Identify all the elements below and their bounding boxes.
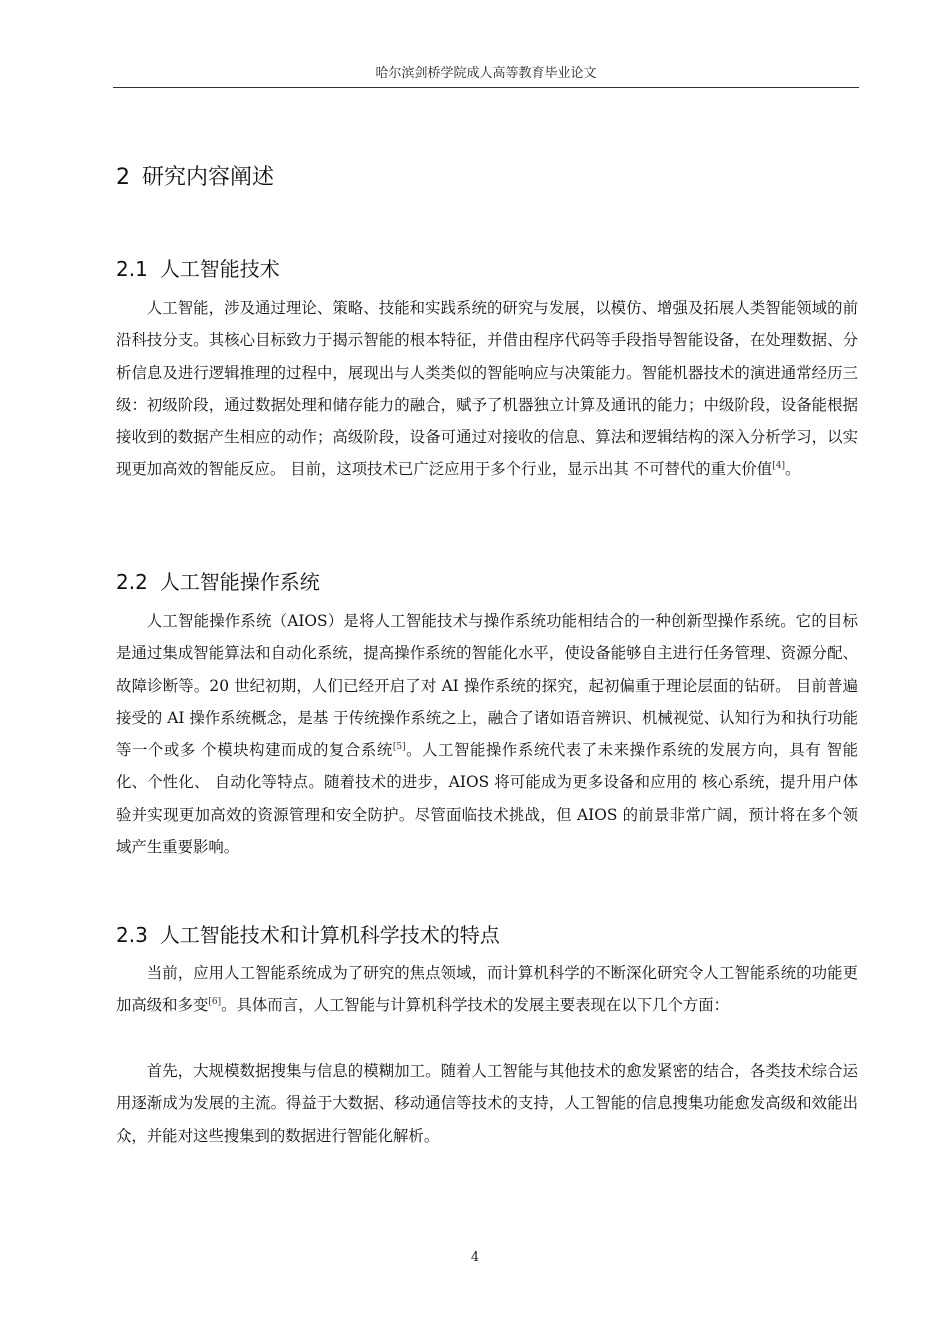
paragraph-text: 。 bbox=[784, 460, 801, 479]
citation-ref: [6] bbox=[208, 997, 222, 1008]
paragraph-2-3-2 bbox=[116, 1055, 858, 1152]
header-rule bbox=[113, 87, 859, 88]
paragraph-2-1-1 bbox=[116, 292, 858, 486]
section-title-text: 人工智能操作系统 bbox=[159, 570, 320, 594]
section-title-2-1 bbox=[116, 253, 280, 282]
paragraph-2-3-1 bbox=[116, 957, 858, 1022]
paragraph-2-2-1 bbox=[116, 605, 858, 863]
section-title-text: 人工智能技术 bbox=[159, 257, 280, 281]
section-number: 2.2 bbox=[116, 570, 148, 594]
section-title-text: 人工智能技术和计算机科学技术的特点 bbox=[159, 923, 500, 947]
citation-ref: [4] bbox=[772, 461, 785, 472]
chapter-number: 2 bbox=[116, 165, 130, 190]
paragraph-text: 首先，大规模数据搜集与信息的模糊加工。随着人工智能与其他技术的愈发紧密的结合，各类技术综合运用逐渐成为发展的主流。得益于大数据、移动通信等技术的支持，人工智能的信息搜集功能愈发高级和效能出众，并能对这些搜集到的数据进行智能化解析。 bbox=[116, 1062, 858, 1145]
section-title-2-2 bbox=[116, 566, 320, 595]
paragraph-text: 当前，应用人工智能系统成为了研究的焦点领域，而计算机科学的不断深化研究令人工智能系统的功能更加高级和多变 bbox=[116, 964, 858, 1015]
paragraph-text: 人工智能操作系统（AIOS）是将人工智能技术与操作系统功能相结合的一种创新型操作系统。它的目标是通过集成智能算法和自动化系统，提高操作系统的智能化水平，使设备能够自主进行任务管理、资源分配、故障诊断等。20 世纪初期，人们已经开启了对 AI 操作系统的探究，起初偏重于理论层面的钻研。 目前普遍接受的 AI 操作系统概念，是基 于传统操作系统之上，融合了诸如语音辨识、机械视觉、认知行为和执行功能等一个或多 个模块构建而成的复合系统 bbox=[116, 612, 858, 760]
page-header: 哈尔滨剑桥学院成人高等教育毕业论文 bbox=[375, 66, 597, 81]
section-title-2-3 bbox=[116, 919, 500, 948]
chapter-title bbox=[116, 160, 274, 191]
page-number: 4 bbox=[470, 1250, 480, 1265]
paragraph-text: 人工智能，涉及通过理论、策略、技能和实践系统的研究与发展，以模仿、增强及拓展人类智能领域的前沿科技分支。其核心目标致力于揭示智能的根本特征，并借由程序代码等手段指导智能设备，在处理数据、分析信息及进行逻辑推理的过程中，展现出与人类类似的智能响应与决策能力。智能机器技术的演进通常经历三级：初级阶段，通过数据处理和储存能力的融合，赋予了机器独立计算及通讯的能力；中级阶段，设备能根据接收到的数据产生相应的动作；高级阶段，设备可通过对接收的信息、算法和逻辑结构的深入分析学习，以实现更加高效的智能反应。 目前，这项技术已广泛应用于多个行业，显示出其 不可替代的重大价值 bbox=[116, 299, 858, 479]
paragraph-text: 。具体而言，人工智能与计算机科学技术的发展主要表现在以下几个方面： bbox=[221, 996, 730, 1015]
section-number: 2.1 bbox=[116, 257, 148, 281]
paragraph-text: 。人工智能操作系统代表了未来操作系统的发展方向，具有 智能化、个性化、 自动化等特点。随着技术的进步，AIOS 将可能成为更多设备和应用的 核心系统，提升用户体验并实现更加高效的资源管理和安全防护。尽管面临技术挑战，但 AIOS 的前景非常广阔，预计将在多个领域产生重要影响。 bbox=[116, 741, 858, 857]
citation-ref: [5] bbox=[392, 742, 406, 753]
section-number: 2.3 bbox=[116, 923, 148, 947]
chapter-title-text: 研究内容阐述 bbox=[142, 165, 275, 190]
